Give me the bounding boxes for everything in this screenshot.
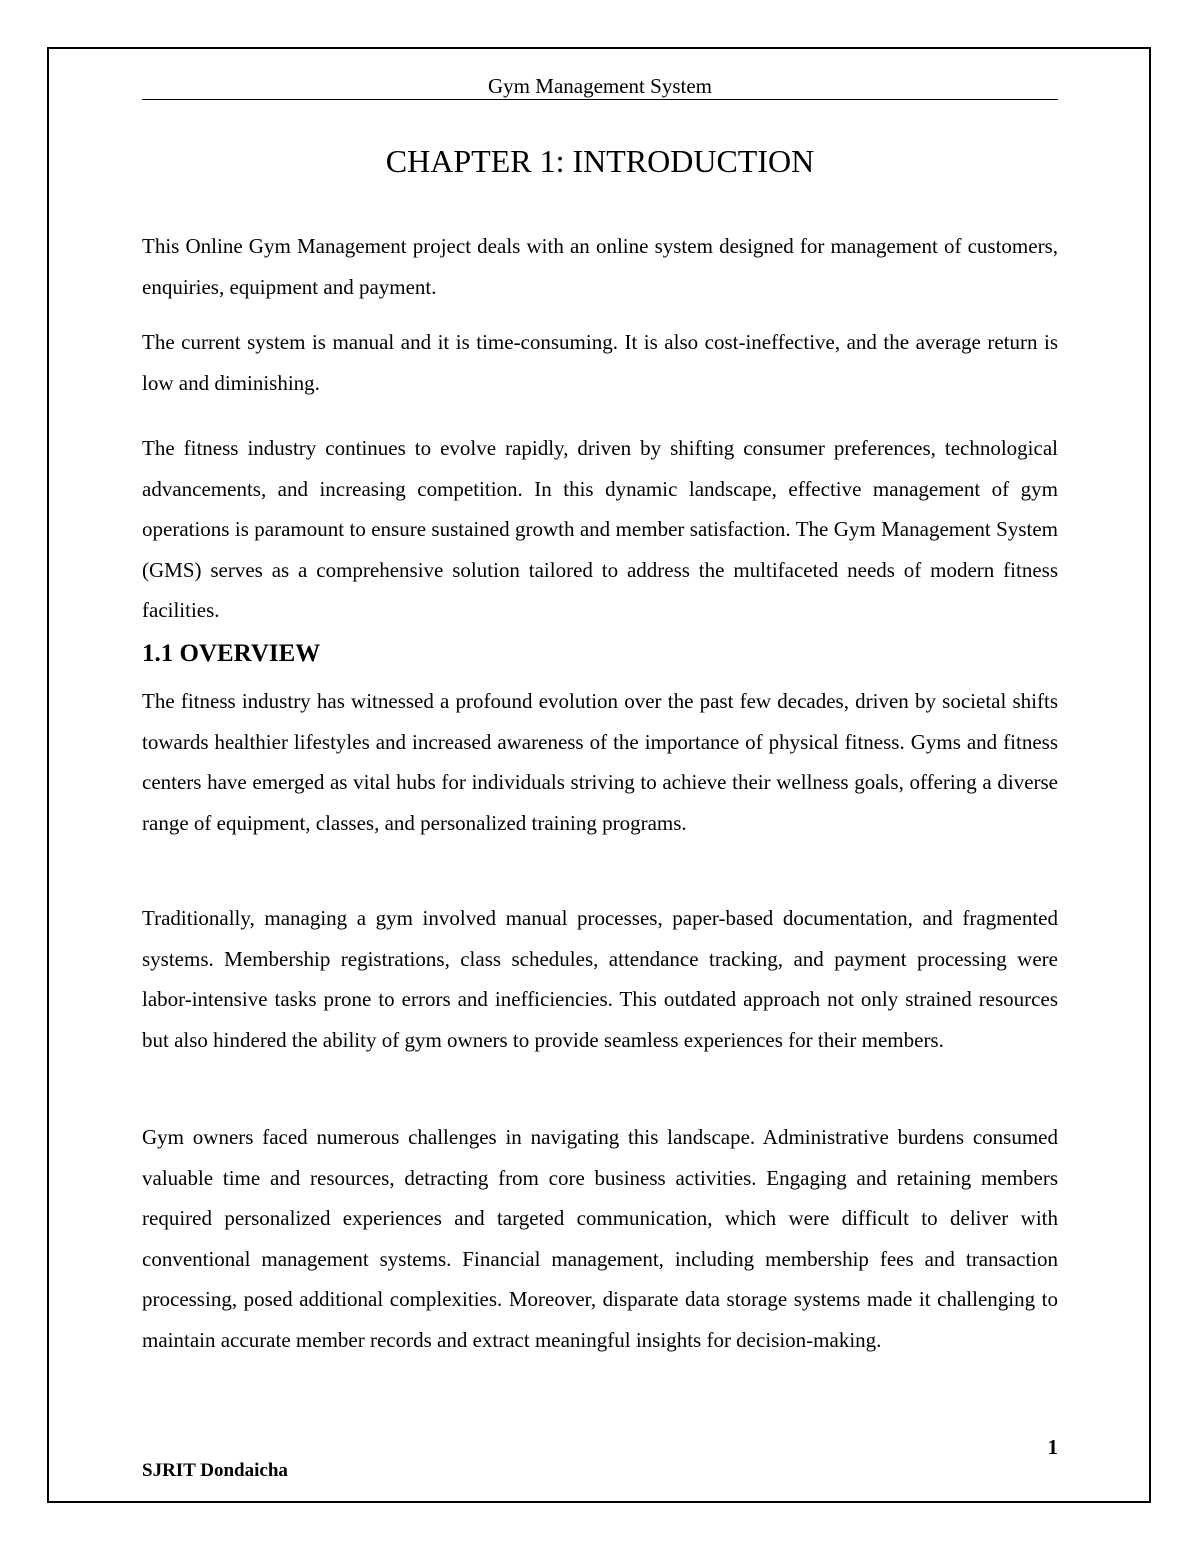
overview-paragraph-1: The fitness industry has witnessed a profound evolution over the past few decades, driven by societal shifts towards healthier lifestyles and increased awareness of the importance of physical fitness. Gyms and fitness centers have emerged as vital hubs for individuals striving to achieve their wellness goals, offering a diverse range of equipment, classes, and personalized training programs. [142, 689, 1058, 835]
section-heading-overview: 1.1 OVERVIEW [142, 640, 321, 667]
footer-institution: SJRIT Dondaicha [142, 1460, 288, 1481]
intro-paragraph-2: The current system is manual and it is time-consuming. It is also cost-ineffective, and the average return is low and diminishing. [142, 330, 1058, 395]
page-number: 1 [1047, 1435, 1058, 1459]
overview-paragraph-2: Traditionally, managing a gym involved manual processes, paper-based documentation, and fragmented systems. Membership registrations, class schedules, attendance tracking, and payment processing were labor-intensive tasks prone to errors and inefficiencies. This outdated approach not only strained resources but also hindered the ability of gym owners to provide seamless experiences for their members. [142, 906, 1058, 1052]
header-rule [142, 99, 1058, 100]
chapter-title: CHAPTER 1: INTRODUCTION [385, 143, 815, 179]
overview-paragraph-3: Gym owners faced numerous challenges in navigating this landscape. Administrative burdens consumed valuable time and resources, detracting from core business activities. Engaging and retaining members required personalized experiences and targeted communication, which were difficult to deliver with conventional management systems. Financial management, including membership fees and transaction processing, posed additional complexities. Moreover, disparate data storage systems made it challenging to maintain accurate member records and extract meaningful insights for decision-making. [142, 1125, 1058, 1352]
running-header: Gym Management System [488, 74, 712, 98]
intro-paragraph-3: The fitness industry continues to evolve rapidly, driven by shifting consumer preferences, technological advancements, and increasing competition. In this dynamic landscape, effective management of gym operations is paramount to ensure sustained growth and member satisfaction. The Gym Management System (GMS) serves as a comprehensive solution tailored to address the multifaceted needs of modern fitness facilities. [142, 436, 1058, 622]
intro-paragraph-1: This Online Gym Management project deals with an online system designed for management of customers, enquiries, equipment and payment. [142, 234, 1058, 299]
